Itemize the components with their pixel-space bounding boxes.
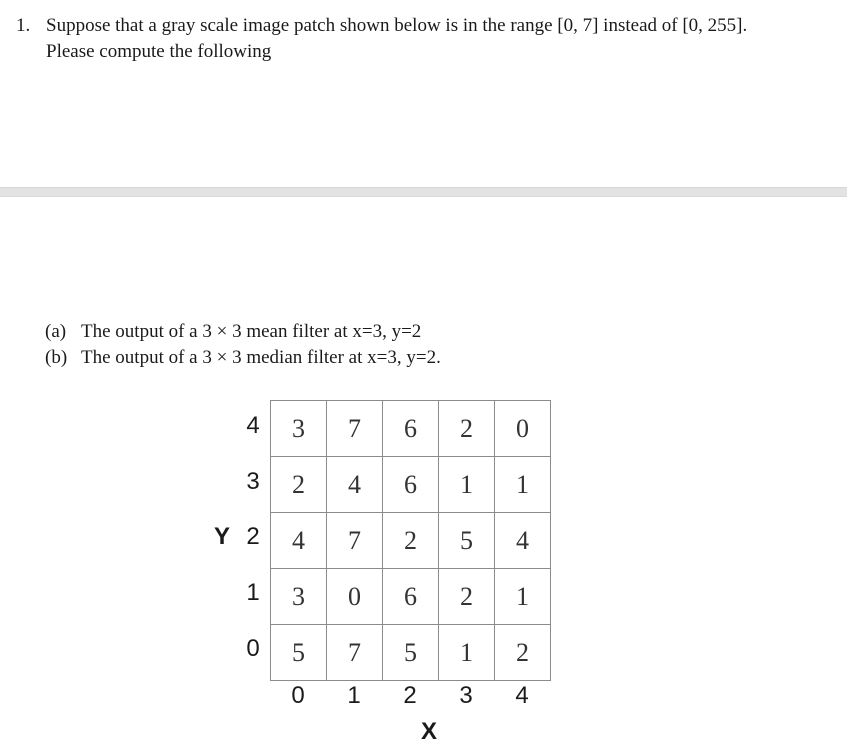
- section-divider: [0, 187, 847, 197]
- part-a-text: The output of a 3 × 3 mean filter at x=3, y=2: [81, 321, 422, 342]
- part-b-text: The output of a 3 × 3 median filter at x=3, y=2.: [81, 347, 441, 368]
- x-tick-label: 0: [291, 682, 305, 709]
- grid-cell: 2: [495, 625, 551, 681]
- grid-cell: 1: [439, 625, 495, 681]
- y-tick-label: 1: [246, 579, 260, 606]
- x-tick-label: 2: [403, 682, 417, 709]
- grid-row: [271, 625, 551, 681]
- grid-cell: 0: [495, 401, 551, 457]
- grid-cell: 1: [439, 457, 495, 513]
- grid-cell: 2: [439, 569, 495, 625]
- x-tick-label: 1: [347, 682, 361, 709]
- y-tick-label: 3: [246, 468, 260, 495]
- y-tick-label: 0: [246, 635, 260, 662]
- x-tick-label: 3: [459, 682, 473, 709]
- part-a-label: (a): [45, 321, 67, 342]
- grid-cell: 4: [271, 513, 327, 569]
- question-text-line-2: Please compute the following: [46, 41, 272, 62]
- grid-cell: 6: [383, 457, 439, 513]
- y-tick-label: 2: [246, 523, 260, 550]
- grid-cell: 0: [327, 569, 383, 625]
- x-tick-label: 4: [515, 682, 529, 709]
- grid-cell: 5: [271, 625, 327, 681]
- grid-cell: 2: [383, 513, 439, 569]
- grid-cell: 2: [271, 457, 327, 513]
- grid-cell: 7: [327, 625, 383, 681]
- grid-cell: 4: [327, 457, 383, 513]
- question-text-line-1: Suppose that a gray scale image patch shown below is in the range [0, 7] instead of [0, 255].: [46, 15, 748, 36]
- y-tick-label: 4: [246, 412, 260, 439]
- x-axis-title: X: [421, 718, 438, 745]
- y-axis-title: Y: [214, 523, 231, 550]
- grid-cell: 7: [327, 513, 383, 569]
- image-patch-grid: [270, 400, 551, 681]
- grid-cell: 2: [439, 401, 495, 457]
- grid-cell: 3: [271, 569, 327, 625]
- part-b-label: (b): [45, 347, 68, 368]
- grid-cell: 4: [495, 513, 551, 569]
- grid-row: [271, 513, 551, 569]
- grid-cell: 6: [383, 401, 439, 457]
- part-a: [45, 320, 421, 344]
- grid-row: [271, 569, 551, 625]
- question-number: 1.: [16, 15, 31, 36]
- grid-row: [271, 457, 551, 513]
- grid-cell: 7: [327, 401, 383, 457]
- grid-cell: 1: [495, 569, 551, 625]
- grid-cell: 5: [383, 625, 439, 681]
- grid-cell: 1: [495, 457, 551, 513]
- grid-cell: 3: [271, 401, 327, 457]
- part-b: [45, 346, 441, 370]
- grid-cell: 6: [383, 569, 439, 625]
- grid-row: [271, 401, 551, 457]
- grid-cell: 5: [439, 513, 495, 569]
